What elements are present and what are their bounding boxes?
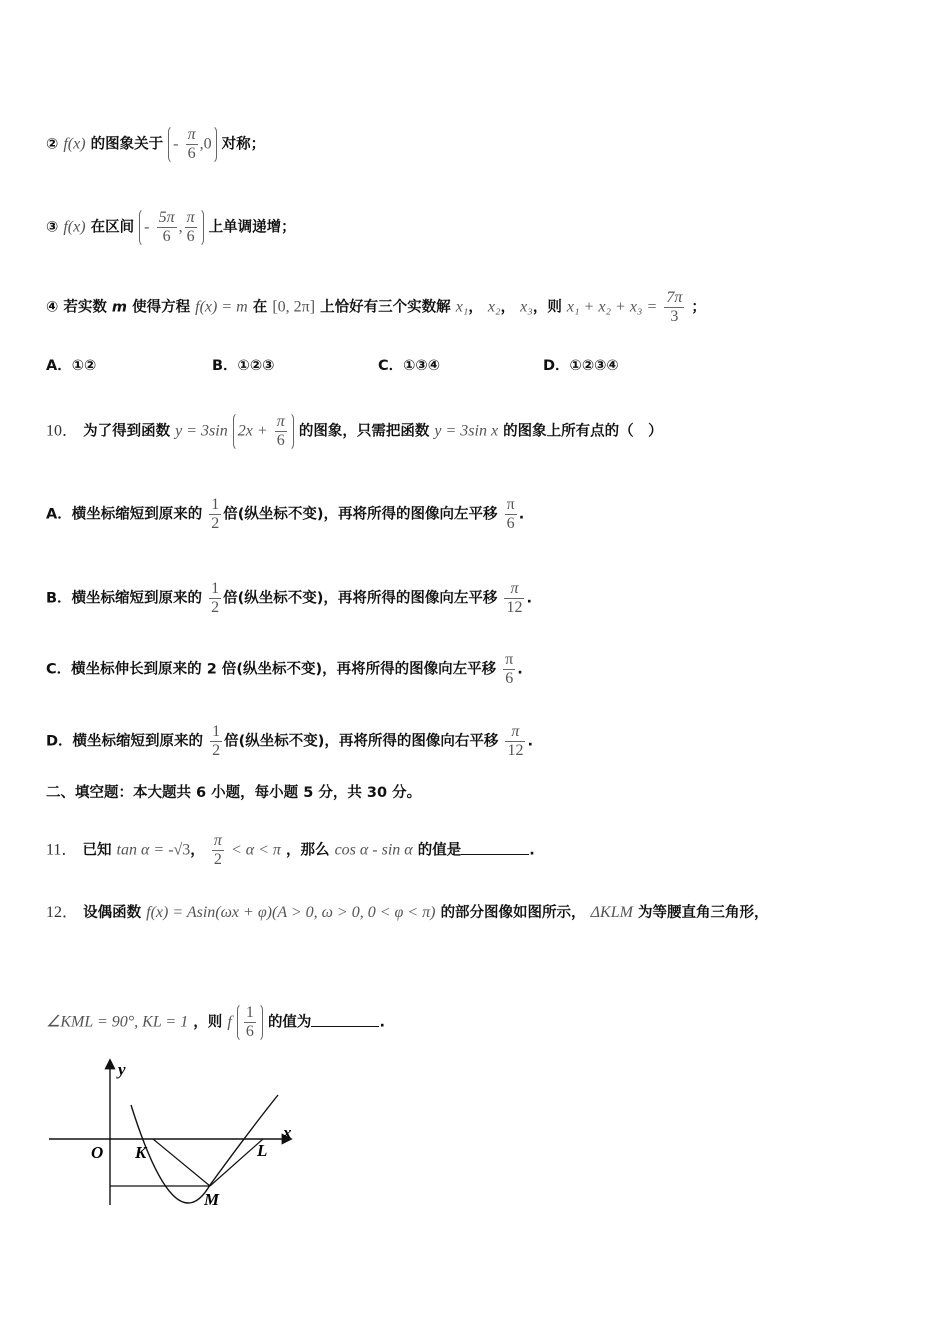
function-graph-figure — [45, 1055, 305, 1215]
statement-number: ② — [46, 136, 59, 153]
interval-paren — [139, 208, 203, 247]
option-text: 倍(纵坐标不变)，再将所得的图像向右平移 — [224, 733, 499, 750]
q9-option-a[interactable]: A．①② — [46, 358, 97, 374]
statement-text: 使得方程 — [132, 299, 191, 316]
function-fx: f(x) — [63, 135, 86, 153]
statement-number: ③ — [46, 219, 59, 236]
fraction-5pi-over-6: $\frac{5\pi}{6}$ — [158, 209, 175, 245]
point-l-label: L — [257, 1141, 268, 1160]
statement-text: 在 — [252, 299, 268, 316]
root-x3: x₃ — [520, 298, 533, 316]
option-letter: C． — [46, 661, 72, 678]
fraction-1-over-2: $\frac{1}{2}$ — [211, 580, 220, 616]
period: . — [526, 590, 532, 607]
q10-option-a[interactable] — [46, 496, 524, 533]
option-text: 横坐标缩短到原来的 — [71, 506, 203, 523]
statement-3 — [46, 208, 296, 247]
statement-text: 若实数 — [63, 299, 107, 316]
answer-blank[interactable] — [461, 840, 529, 855]
option-text: 横坐标缩短到原来的 — [72, 733, 204, 750]
question-text: 的值是 — [417, 842, 462, 859]
fraction-shift: $\frac{\pi}{12}$ — [507, 723, 524, 759]
question-text: 的值为 — [267, 1014, 312, 1031]
question-10 — [46, 412, 663, 451]
angle-condition: ∠KML = 90°, KL = 1 — [46, 1013, 189, 1031]
root-x2: x₂ — [487, 298, 501, 316]
question-12 — [46, 903, 768, 923]
fraction-pi-over-2: $\frac{\pi}{2}$ — [213, 832, 222, 868]
origin-label: O — [91, 1143, 104, 1162]
question-text: ，那么 — [286, 842, 330, 859]
option-letter: D． — [46, 733, 73, 750]
q10-option-d[interactable] — [46, 723, 533, 760]
period: . — [527, 733, 533, 750]
question-12-continued — [46, 1003, 385, 1042]
y-axis-label: y — [118, 1060, 126, 1079]
sine-curve — [131, 1095, 278, 1203]
fraction-1-over-6: $\frac{1}{6}$ — [245, 1004, 254, 1040]
argument-paren — [233, 412, 294, 451]
zero-coordinate: ,0 — [199, 135, 212, 153]
statement-text: ； — [691, 299, 706, 316]
option-text: 倍(纵坐标不变)，再将所得的图像向左平移 — [223, 590, 498, 607]
statement-text: 上单调递增； — [208, 219, 296, 236]
point-m-label: M — [204, 1190, 220, 1209]
fraction-pi-over-6: $\frac{\pi}{6}$ — [276, 413, 285, 449]
point-paren — [168, 125, 216, 164]
variable-m: m — [111, 299, 128, 316]
question-number: 10． — [46, 422, 79, 440]
interval: [0, 2π] — [272, 298, 316, 316]
point-k-label: K — [135, 1143, 147, 1162]
period: . — [517, 661, 523, 678]
argument-paren — [237, 1003, 263, 1042]
separator: ， — [500, 299, 516, 316]
option-text: 倍(纵坐标不变)，再将所得的图像向左平移 — [223, 506, 498, 523]
period: . — [518, 506, 525, 523]
q10-option-b[interactable] — [46, 580, 532, 617]
q10-option-c[interactable] — [46, 651, 523, 688]
target-function: y = 3sin — [175, 422, 228, 440]
x-axis-label: x — [283, 1123, 292, 1142]
function-definition: f(x) = Asin(ωx + φ)(A > 0, ω > 0, 0 < φ < π) — [146, 904, 436, 921]
equation: f(x) = m — [195, 298, 248, 316]
inequality: < α < π — [230, 841, 281, 859]
statement-text: 在区间 — [90, 219, 135, 236]
statement-text: 上恰好有三个实数解 — [320, 299, 451, 316]
comma: , — [178, 218, 183, 236]
minus-sign: - — [173, 135, 179, 153]
question-text: 设偶函数 — [83, 905, 142, 921]
fraction-pi-over-6: $\frac{\pi}{6}$ — [186, 209, 195, 245]
minus-sign: - — [144, 218, 150, 236]
period: . — [379, 1014, 385, 1031]
fraction-pi-over-6: $\frac{\pi}{6}$ — [187, 126, 196, 162]
question-text: 的部分图像如图所示， — [440, 905, 586, 921]
separator: ， — [190, 842, 205, 859]
expression: cos α - sin α — [334, 841, 413, 859]
option-letter: B． — [46, 590, 72, 607]
question-text: ，则 — [193, 1014, 223, 1031]
question-11 — [46, 832, 535, 869]
fraction-1-over-2: $\frac{1}{2}$ — [211, 496, 220, 532]
period: . — [529, 842, 535, 859]
q9-option-d[interactable]: D．①②③④ — [543, 358, 619, 374]
question-number: 11． — [46, 841, 78, 859]
fraction-shift: $\frac{\pi}{6}$ — [506, 496, 515, 532]
tan-expression: tan α = - — [116, 841, 174, 859]
option-text: 横坐标伸长到原来的 2 倍(纵坐标不变)，再将所得的图像向左平移 — [71, 661, 497, 678]
statement-2 — [46, 125, 265, 164]
sum-expression: x₁ + x₂ + x₃ = — [566, 298, 658, 316]
fraction-1-over-2: $\frac{1}{2}$ — [212, 723, 221, 759]
question-number: 12． — [46, 904, 79, 921]
statement-number: ④ — [46, 299, 59, 316]
sqrt-3: √3 — [173, 841, 191, 859]
question-text: 的图象上所有点的（ ） — [503, 423, 663, 440]
statement-text: 的图象关于 — [90, 136, 164, 153]
argument: 2x + — [237, 422, 268, 440]
root-x1: x₁ — [455, 298, 469, 316]
statement-text: 对称； — [221, 136, 266, 153]
base-function: y = 3sin x — [434, 422, 499, 440]
triangle-klm: ΔKLM — [590, 904, 633, 921]
question-text: 为了得到函数 — [83, 423, 171, 440]
fraction-7pi-over-3: $\frac{7\pi}{3}$ — [666, 289, 683, 325]
q9-option-c[interactable]: C．①③④ — [378, 358, 440, 374]
option-letter: A． — [46, 506, 72, 523]
function-fx: f(x) — [63, 218, 86, 236]
question-text: 的图象，只需把函数 — [298, 423, 430, 440]
question-text: 已知 — [82, 842, 112, 859]
q9-option-b[interactable]: B．①②③ — [212, 358, 275, 374]
segment-ml — [210, 1139, 263, 1186]
answer-blank[interactable] — [311, 1012, 379, 1027]
statement-4 — [46, 289, 706, 326]
fraction-shift: $\frac{\pi}{12}$ — [506, 580, 523, 616]
question-text: 为等腰直角三角形， — [637, 905, 769, 921]
statement-text: ，则 — [532, 299, 562, 316]
option-text: 横坐标缩短到原来的 — [71, 590, 203, 607]
function-f: f — [227, 1013, 232, 1031]
section-heading: 二、填空题：本大题共 6 小题，每小题 5 分，共 30 分。 — [46, 785, 422, 801]
separator: ， — [468, 299, 483, 316]
fraction-shift: $\frac{\pi}{6}$ — [505, 651, 514, 687]
